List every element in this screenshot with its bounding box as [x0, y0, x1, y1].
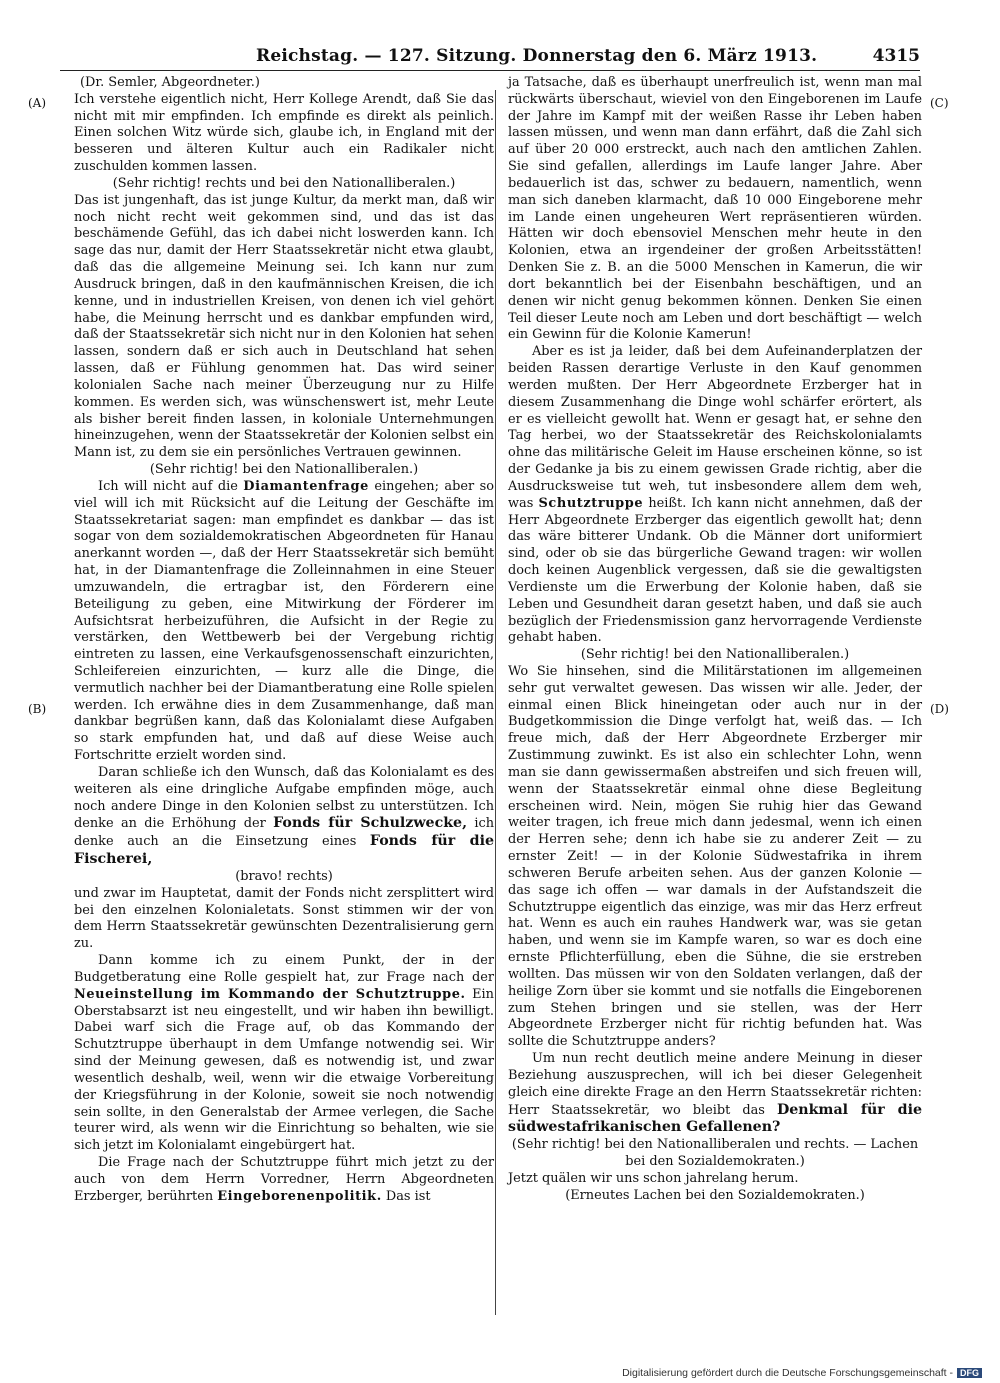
interjection: (Sehr richtig! bei den Nationalliberalen.): [580, 647, 850, 663]
emphasis: Fonds für die Fischerei,: [74, 833, 494, 868]
emphasis: Denkmal für die südwestafrikanischen Gefallenen?: [508, 1101, 922, 1136]
text: Dann komme ich zu einem Punkt, der in der Budgetberatung eine Rolle gespielt hat, zur Frage nach der: [74, 953, 494, 985]
interjection: (Sehr richtig! bei den Nationalliberalen.): [149, 462, 419, 478]
interjection: (bravo! rechts): [235, 868, 333, 884]
text: eingehen; aber so viel will ich mit Rücksicht auf die Leitung der Geschäfte im Staatssekretariat sagen: man empfindet es dankbar — das ist sogar von dem sozialdemokratischen Abgeordneten für Hanau anerkannt worden —, daß der Herr Staatssekretär sich bemüht hat, in der Diamantenfrage die Zolleinnahmen in eine Steuer umzuwandeln, die ertragbar ist, den Förderern eine Beteiligung zu geben, eine Mitwirkung der Förderer im Aufsichtsrat herbeizuführen, die Aufsicht in der Regie zu verstärken, den Wettbewerb bei der Vergebung richtig eintreten zu lassen, eine Verkaufsgenossenschaft einzurichten, Schleifereien einzurichten, — kurz alle die Dinge, die vermutlich nachher bei der Diamantberatung eine Rolle spielen werden. Ich erwähne dies in dem Zusammenhange, daß man dankbar begrüßen kann, daß das Kolonialamt diese Aufgaben so stark empfunden hat, und daß auf diese Weise auch Fortschritte erzielt worden sind.: [74, 478, 494, 764]
header-rule: [60, 70, 920, 71]
paragraph: [74, 1155, 494, 1205]
margin-mark-a: (A): [28, 96, 47, 110]
text: Um nun recht deutlich meine andere Meinung in dieser Beziehung auszusprechen, will ich bei dieser Gelegenheit gleich eine direkte Frage an den Herrn Staatssekretär richten: Herr Staatssekretär, wo bleibt das: [508, 1051, 922, 1118]
emphasis: Schutztruppe: [538, 495, 644, 511]
dfg-logo: DFG: [957, 1368, 982, 1378]
right-column: [508, 75, 922, 1204]
paragraph: Das ist jungenhaft, das ist junge Kultur, da merkt man, daß wir noch nicht recht weit gekommen sind, und das ist das beschämende Gefühl, das ich dabei nicht loswerden kann. Ich sage das nur, damit der Herr Staatssekretär nicht etwa glaubt, daß das die allgemeine Meinung sei. Ich kann nur zum Ausdruck bringen, daß in den kaufmännischen Kreisen, die ich kenne, und in industriellen Kreisen, von denen ich viel gehört habe, die Meinung herrscht und es dankbar empfunden wird, daß der Staatssekretär sich nicht nur in den Kolonien hat sehen lassen, sondern daß er sich auch in Deutschland hat sehen lassen, daß er Fühlung genommen hat. Das wird seiner kolonialen Sache nach meiner Überzeugung nur zu Hilfe kommen. Es werden sich, was wünschenswert ist, mehr Leute als bisher bereit finden lassen, in koloniale Unternehmungen hineinzugehen, wenn der Staatssekretär der Kolonien selbst ein Mann ist, zu dem sie ein persönliches Vertrauen gewinnen.: [74, 192, 494, 461]
paragraph: Wo Sie hinsehen, sind die Militärstationen im allgemeinen sehr gut verwaltet gewesen. Das wissen wir alle. Jeder, der einmal einen Blick hineingetan oder auch nur in der Budgetkommission die Dinge verfolgt hat, weiß das. — Ich freue mich, daß der Herr Abgeordnete Erzberger mir Zustimmung zuwinkt. Es ist also ein schlechter Lohn, wenn man sie dann gewissermaßen abstreifen und sich freuen will, wenn der Staatssekretär einmal ohne diese Begleitung erscheinen wird. Nein, mögen Sie ruhig hier das Gewand weiter tragen, ich freue mich dann jedesmal, wenn ich einen der Herren sehe; denn ich habe sie zu anderer Zeit — zu ernster Zeit! — in der Kolonie Südwestafrika in ihrem schweren Berufe arbeiten sehen. Aus der ganzen Kolonie — das sage ich offen — war damals in der Aufstandszeit die Schutztruppe eigentlich das einzige, was mir das Herz erfreut hat. Wenn es auch ein rauhes Handwerk war, was sie getan haben, und wenn sie im Kampfe waren, so war es doch eine ernste Pflichterfüllung, eben die Sühne, die sie erstreben wollten. Das müssen wir von den Soldaten verlangen, daß der heilige Zorn über sie kommt und sie notfalls die Eingeborenen zum Stehen bringen und sie stellen, was der Herr Abgeordnete Erzberger nicht für richtig befunden hat. Was sollte die Schutztruppe anders?: [508, 663, 922, 1050]
emphasis: Neueinstellung im Kommando der Schutztruppe.: [74, 986, 466, 1002]
text: Ich will nicht auf die: [98, 478, 244, 494]
margin-mark-b: (B): [28, 702, 47, 716]
text: Ein Oberstabsarzt ist neu eingestellt, und wir haben ihn bewilligt. Dabei warf sich die Frage auf, ob das Kommando der Schutztruppe überhaupt in dem Umfange notwendig sei. Wir sind der Meinung gewesen, daß es notwendig ist, und zwar wesentlich deshalb, weil, wenn wir die etwaige Vorbereitung der Kriegsführung in der Kolonie, soweit sie noch notwendig sein sollte, in den Generalstab der Armee verlegen, die Sache teurer wird, als wenn wir die Einrichtung so behalten, wie sie sich jetzt im Kolonialamt eingebürgert hat.: [74, 986, 494, 1154]
paragraph: [508, 1051, 922, 1137]
margin-mark-d: (D): [930, 702, 949, 716]
paragraph: [74, 479, 494, 765]
interjection: (Erneutes Lachen bei den Sozialdemokraten.): [565, 1187, 865, 1203]
text: Das ist: [381, 1188, 431, 1204]
paragraph: und zwar im Hauptetat, damit der Fonds nicht zersplittert wird bei den einzelnen Kolonialetats. Sonst stimmen wir der von dem Herrn Staatssekretär gewünschten Dezentralisierung gern zu.: [74, 885, 494, 952]
interjection: (Sehr richtig! bei den Nationalliberalen und rechts. — Lachen bei den Sozialdemokraten.): [511, 1137, 919, 1169]
text: Die Frage nach der Schutztruppe führt mich jetzt zu der auch von dem Herrn Vorredner, Herrn Abgeordneten Erzberger, berührten: [74, 1155, 494, 1204]
emphasis: Fonds für Schulzwecke,: [273, 815, 468, 832]
column-divider: [495, 90, 496, 1315]
paragraph: [74, 953, 494, 1155]
text: Aber es ist ja leider, daß bei dem Aufeinanderplatzen der beiden Rassen derartige Verluste in den Kauf genommen werden mußten. Der Herr Abgeordnete Erzberger hat in diesem Zusammenhang die Dinge wohl schärfer erörtert, als er es vielleicht gewollt hat. Wenn er gesagt hat, er sehne den Tag herbei, wo der Staatssekretär des Reichskolonialamts ohne das militärische Geleit im Hause erscheinen könne, so ist der Gedanke ja bis zu einem gewissen Grade richtig, aber die Ausdrucksweise tut weh, tut insbesondere allem dem weh, was: [508, 344, 922, 511]
text: Daran schließe ich den Wunsch, daß das Kolonialamt es des weiteren als eine dringliche Aufgabe empfinden möge, auch noch andere Dinge in den Kolonien selbst zu unterstützen. Ich denke an die Erhöhung der: [74, 764, 494, 832]
text: ich denke auch an die Einsetzung eines: [74, 816, 494, 850]
footer-text: Digitalisierung gefördert durch die Deutsche Forschungsgemeinschaft -: [622, 1367, 953, 1379]
running-title: Reichstag. — 127. Sitzung. Donnerstag den 6. März 1913.: [256, 46, 818, 66]
text: heißt. Ich kann nicht annehmen, daß der Herr Abgeordnete Erzberger das eigentlich gewollt hat; denn das wäre bitterer Undank. Ob die Männer dort uniformiert sind, oder ob sie das bürgerliche Gewand tragen: wir wollen doch keinen Augenblick vergessen, daß sie die gewaltigsten Verdienste um die Erwerbung der Kolonie haben, daß sie Leben und Gesundheit daran gesetzt haben, und daß sie auch bezüglich der Friedensmission ganz hervorragende Verdienste gehabt haben.: [508, 495, 923, 646]
paragraph: Ich verstehe eigentlich nicht, Herr Kollege Arendt, daß Sie das nicht mit mir empfinden. Ich empfinde es direkt als peinlich. Einen solchen Witz würde sich, glaube ich, in England mit der besseren und älteren Kultur auch ein Radikaler nicht zuschulden kommen lassen.: [74, 91, 494, 175]
interjection: (Sehr richtig! rechts und bei den Nationalliberalen.): [112, 175, 456, 191]
emphasis: Eingeborenenpolitik.: [217, 1188, 382, 1204]
page-number: 4315: [872, 46, 920, 66]
emphasis: Diamantenfrage: [243, 478, 369, 494]
paragraph: [74, 765, 494, 869]
left-column: [74, 75, 494, 1205]
page-header: [60, 44, 920, 70]
digitization-footer: [622, 1367, 982, 1379]
speaker-line: (Dr. Semler, Abgeordneter.): [80, 75, 260, 90]
paragraph: Jetzt quälen wir uns schon jahrelang herum.: [508, 1170, 799, 1186]
paragraph: [508, 344, 922, 647]
margin-mark-c: (C): [930, 96, 949, 110]
paragraph: ja Tatsache, daß es überhaupt unerfreulich ist, wenn man mal rückwärts überschaut, wieviel von den Eingeborenen im Laufe der Jahre im Kampf mit der weißen Rasse ihr Leben haben lassen müssen, und wenn man dann erfährt, daß die Zahl sich auf über 20 000 erstreckt, auch nach den amtlichen Zahlen. Sie sind gefallen, allerdings im Laufe langer Jahre. Aber bedauerlich ist das, schwer zu bedauern, namentlich, wenn man sich daneben klarmacht, daß 10 000 Eingeborene mehr im Lande einen ungeheuren Wert repräsentieren würden. Hätten wir doch ebensoviel Menschen mehr heute in den Kolonien, etwa an irgendeiner der großen Arbeitsstätten! Denken Sie z. B. an die 5000 Menschen in Kamerun, die wir dort bekanntlich bei der Eisenbahn beschäftigen, und an denen wir nicht genug bekommen können. Denken Sie einen Teil dieser Leute noch am Leben und dort beschäftigt — welch ein Gewinn für die Kolonie Kamerun!: [508, 75, 922, 343]
